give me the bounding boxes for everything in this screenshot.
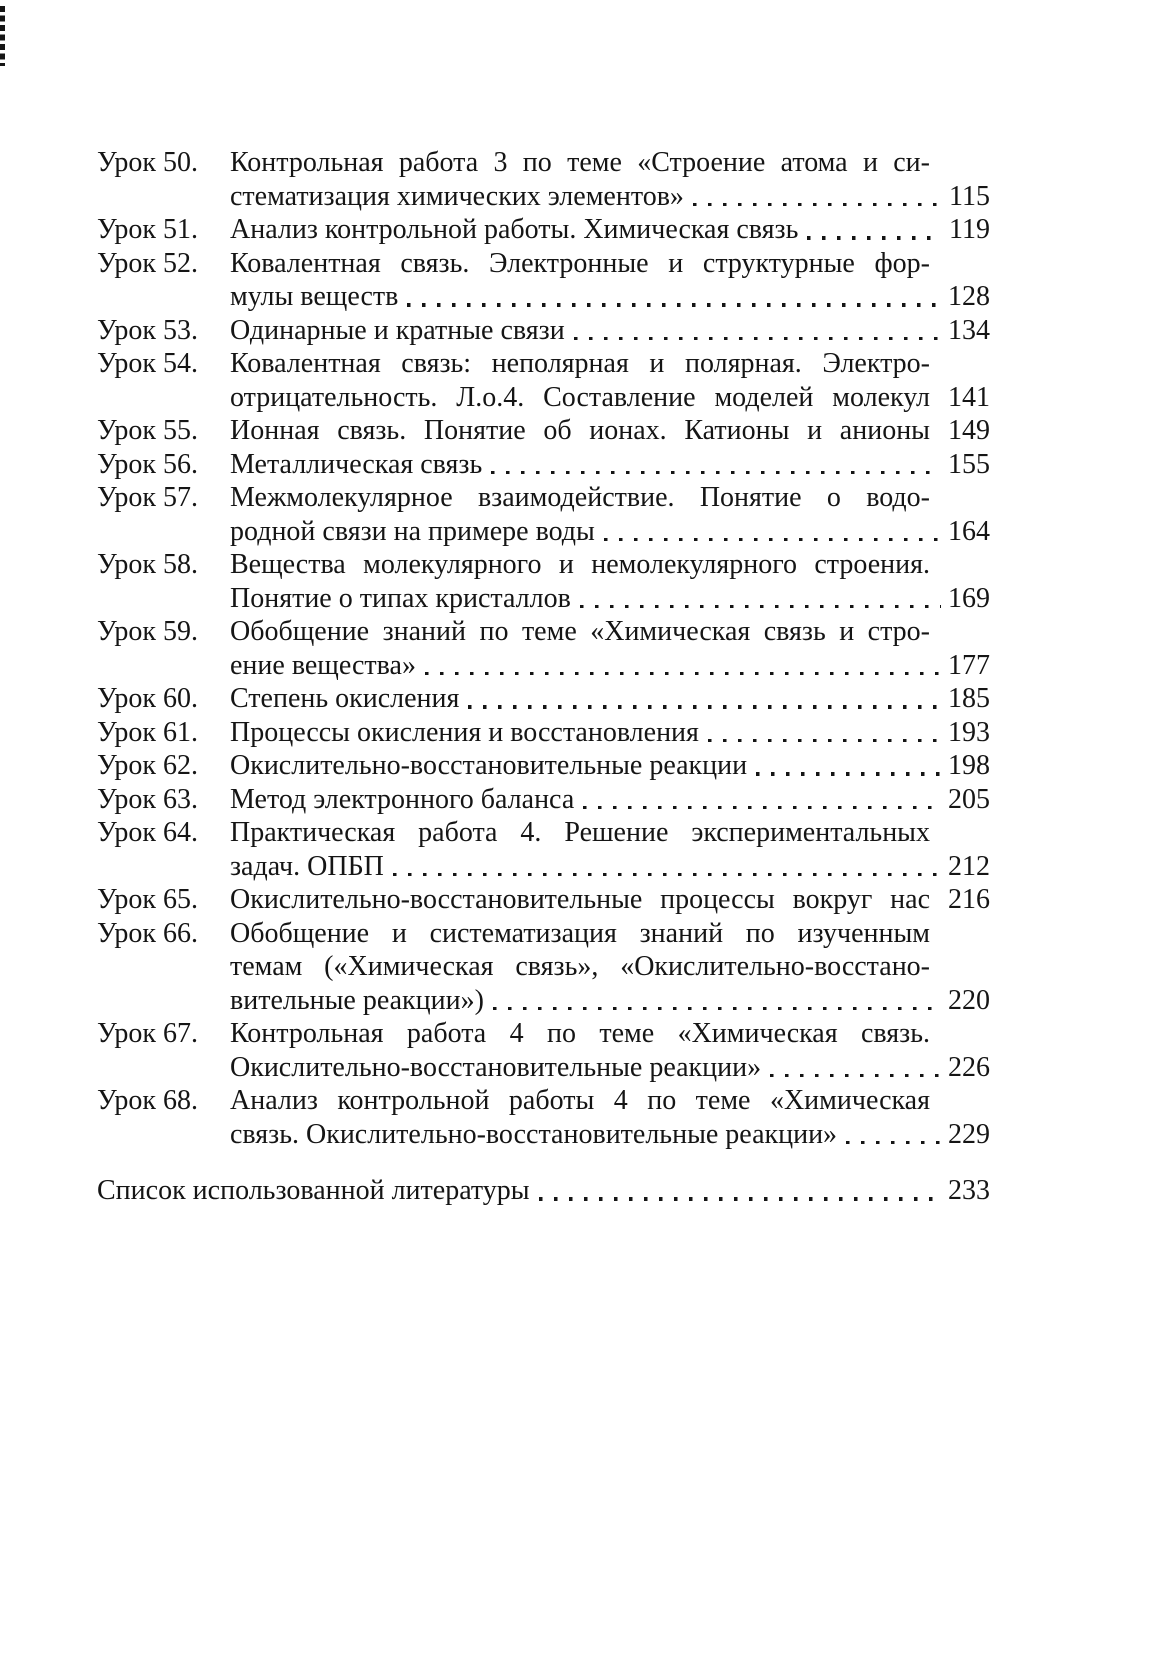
toc-line — [97, 850, 990, 884]
dot-leader — [846, 1141, 941, 1145]
entry-title-line: Обобщение и систематизация знаний по изученным — [230, 917, 930, 949]
lesson-number-label: Урок 61. — [97, 716, 198, 748]
lesson-number-label: Урок 63. — [97, 783, 198, 815]
toc-line — [97, 180, 990, 214]
dot-leader — [583, 806, 941, 810]
dot-leader — [468, 705, 941, 709]
dot-leader — [708, 739, 941, 743]
page-number: 198 — [948, 750, 990, 781]
dot-leader — [407, 303, 941, 307]
entry-title-line: отрицательность. Л.о.4. Составление моделей молекул — [230, 381, 930, 413]
lesson-number-label: Урок 52. — [97, 247, 198, 279]
dot-leader — [807, 236, 941, 240]
dot-leader — [491, 471, 941, 475]
table-of-contents — [97, 146, 990, 1208]
entry-title-line: Практическая работа 4. Решение экспериментальных — [230, 817, 930, 848]
toc-line — [97, 582, 990, 616]
toc-line — [97, 984, 990, 1018]
toc-line — [97, 448, 990, 482]
entry-title-line: Окислительно-восстановительные реакции» — [230, 1051, 762, 1083]
toc-line — [97, 682, 990, 716]
entry-title-line: темам («Химическая связь», «Окислительно-восстано- — [230, 951, 930, 982]
toc-line — [97, 515, 990, 549]
entry-title-line: Металлическая связь — [230, 448, 483, 480]
toc-line — [97, 1051, 990, 1085]
entry-title-line: Контрольная работа 3 по теме «Строение атома и си- — [230, 147, 930, 178]
page-number: 193 — [948, 716, 990, 748]
page-number: 164 — [948, 515, 990, 547]
entry-title-line: Окислительно-восстановительные реакции — [230, 750, 748, 781]
entry-title-line: Степень окисления — [230, 683, 460, 714]
toc-line — [97, 883, 990, 917]
lesson-number-label: Урок 57. — [97, 482, 198, 513]
page-number: 134 — [948, 314, 990, 346]
page-number: 128 — [948, 281, 990, 312]
entry-title-line: Анализ контрольной работы. Химическая связь — [230, 214, 799, 245]
page-number: 177 — [948, 649, 990, 681]
lesson-number-label: Урок 59. — [97, 616, 198, 647]
entry-title-line: связь. Окислительно-восстановительные реакции» — [230, 1118, 838, 1150]
toc-line — [97, 816, 990, 850]
dot-leader — [425, 672, 941, 676]
dot-leader — [539, 1197, 941, 1201]
dot-leader — [604, 538, 941, 542]
entry-title-line: стематизация химических элементов» — [230, 180, 684, 212]
lesson-number-label: Урок 65. — [97, 884, 198, 915]
toc-line — [97, 381, 990, 415]
toc-line — [97, 917, 990, 951]
entry-title-line: Ионная связь. Понятие об ионах. Катионы и анионы — [230, 415, 930, 446]
entry-title-line: Ковалентная связь. Электронные и структурные фор- — [230, 247, 930, 279]
page-number: 226 — [948, 1051, 990, 1083]
toc-line — [97, 347, 990, 381]
dot-leader — [393, 873, 941, 877]
entry-title-line: Ковалентная связь: неполярная и полярная. Электро- — [230, 348, 930, 379]
toc-line — [97, 1118, 990, 1152]
dot-leader — [756, 772, 941, 776]
entry-title-line: Окислительно-восстановительные процессы вокруг нас — [230, 884, 930, 915]
toc-line — [97, 950, 990, 984]
toc-line — [97, 716, 990, 750]
page-number: 185 — [948, 683, 990, 714]
toc-line — [97, 280, 990, 314]
page-number: 216 — [948, 884, 990, 915]
page-number: 229 — [948, 1118, 990, 1150]
toc-line — [97, 146, 990, 180]
toc-line — [97, 615, 990, 649]
entry-title-line: Обобщение знаний по теме «Химическая связь и стро- — [230, 616, 930, 647]
page-number: 169 — [948, 582, 990, 614]
scan-artifact-marks — [0, 6, 5, 66]
page-number: 233 — [948, 1175, 990, 1206]
toc-line — [97, 1017, 990, 1051]
toc-line — [97, 649, 990, 683]
toc-line — [97, 548, 990, 582]
dot-leader — [770, 1074, 941, 1078]
entry-title-line: Анализ контрольной работы 4 по теме «Химическая — [230, 1085, 930, 1116]
toc-line — [97, 1174, 990, 1208]
page-number: 149 — [948, 415, 990, 446]
entry-title-line: Вещества молекулярного и немолекулярного строения. — [230, 549, 930, 580]
dot-leader — [580, 605, 941, 609]
entry-title-line: ение вещества» — [230, 649, 416, 681]
lesson-number-label: Урок 62. — [97, 750, 198, 781]
dot-leader — [493, 1007, 941, 1011]
toc-line — [97, 314, 990, 348]
page-number: 119 — [949, 214, 990, 245]
toc-line — [97, 783, 990, 817]
page-number: 212 — [948, 850, 990, 882]
toc-line — [97, 1084, 990, 1118]
entry-title-line: Метод электронного баланса — [230, 783, 575, 815]
page-number: 155 — [948, 448, 990, 480]
entry-title-line: мулы веществ — [230, 281, 399, 312]
lesson-number-label: Урок 55. — [97, 415, 198, 446]
entry-title-line: Одинарные и кратные связи — [230, 314, 565, 346]
lesson-number-label: Урок 53. — [97, 314, 198, 346]
toc-line — [97, 481, 990, 515]
entry-title-line: Понятие о типах кристаллов — [230, 582, 571, 614]
lesson-number-label: Урок 66. — [97, 917, 198, 949]
lesson-number-label: Урок 51. — [97, 214, 198, 245]
entry-title-line: Контрольная работа 4 по теме «Химическая связь. — [230, 1018, 930, 1049]
lesson-number-label: Урок 50. — [97, 147, 198, 178]
entry-title-line: задач. ОПБП — [230, 850, 384, 882]
toc-line — [97, 414, 990, 448]
lesson-number-label: Урок 56. — [97, 448, 198, 480]
dot-leader — [693, 203, 941, 207]
page-number: 205 — [948, 783, 990, 815]
page-number: 141 — [948, 381, 990, 413]
lesson-number-label: Урок 54. — [97, 348, 198, 379]
lesson-number-label: Урок 68. — [97, 1085, 198, 1116]
lesson-number-label: Урок 67. — [97, 1018, 198, 1049]
toc-line — [97, 749, 990, 783]
entry-title-line: вительные реакции») — [230, 984, 484, 1016]
page-number: 220 — [948, 984, 990, 1016]
entry-title-line: Процессы окисления и восстановления — [230, 716, 699, 748]
lesson-number-label: Урок 60. — [97, 683, 198, 714]
entry-title-line: родной связи на примере воды — [230, 515, 595, 547]
entry-title-line: Межмолекулярное взаимодействие. Понятие о водо- — [230, 482, 930, 513]
lesson-number-label: Урок 64. — [97, 817, 198, 848]
toc-line — [97, 213, 990, 247]
page-number: 115 — [949, 180, 990, 212]
toc-line — [97, 247, 990, 281]
entry-title-line: Список использованной литературы — [97, 1175, 530, 1206]
dot-leader — [574, 337, 941, 341]
lesson-number-label: Урок 58. — [97, 549, 198, 580]
